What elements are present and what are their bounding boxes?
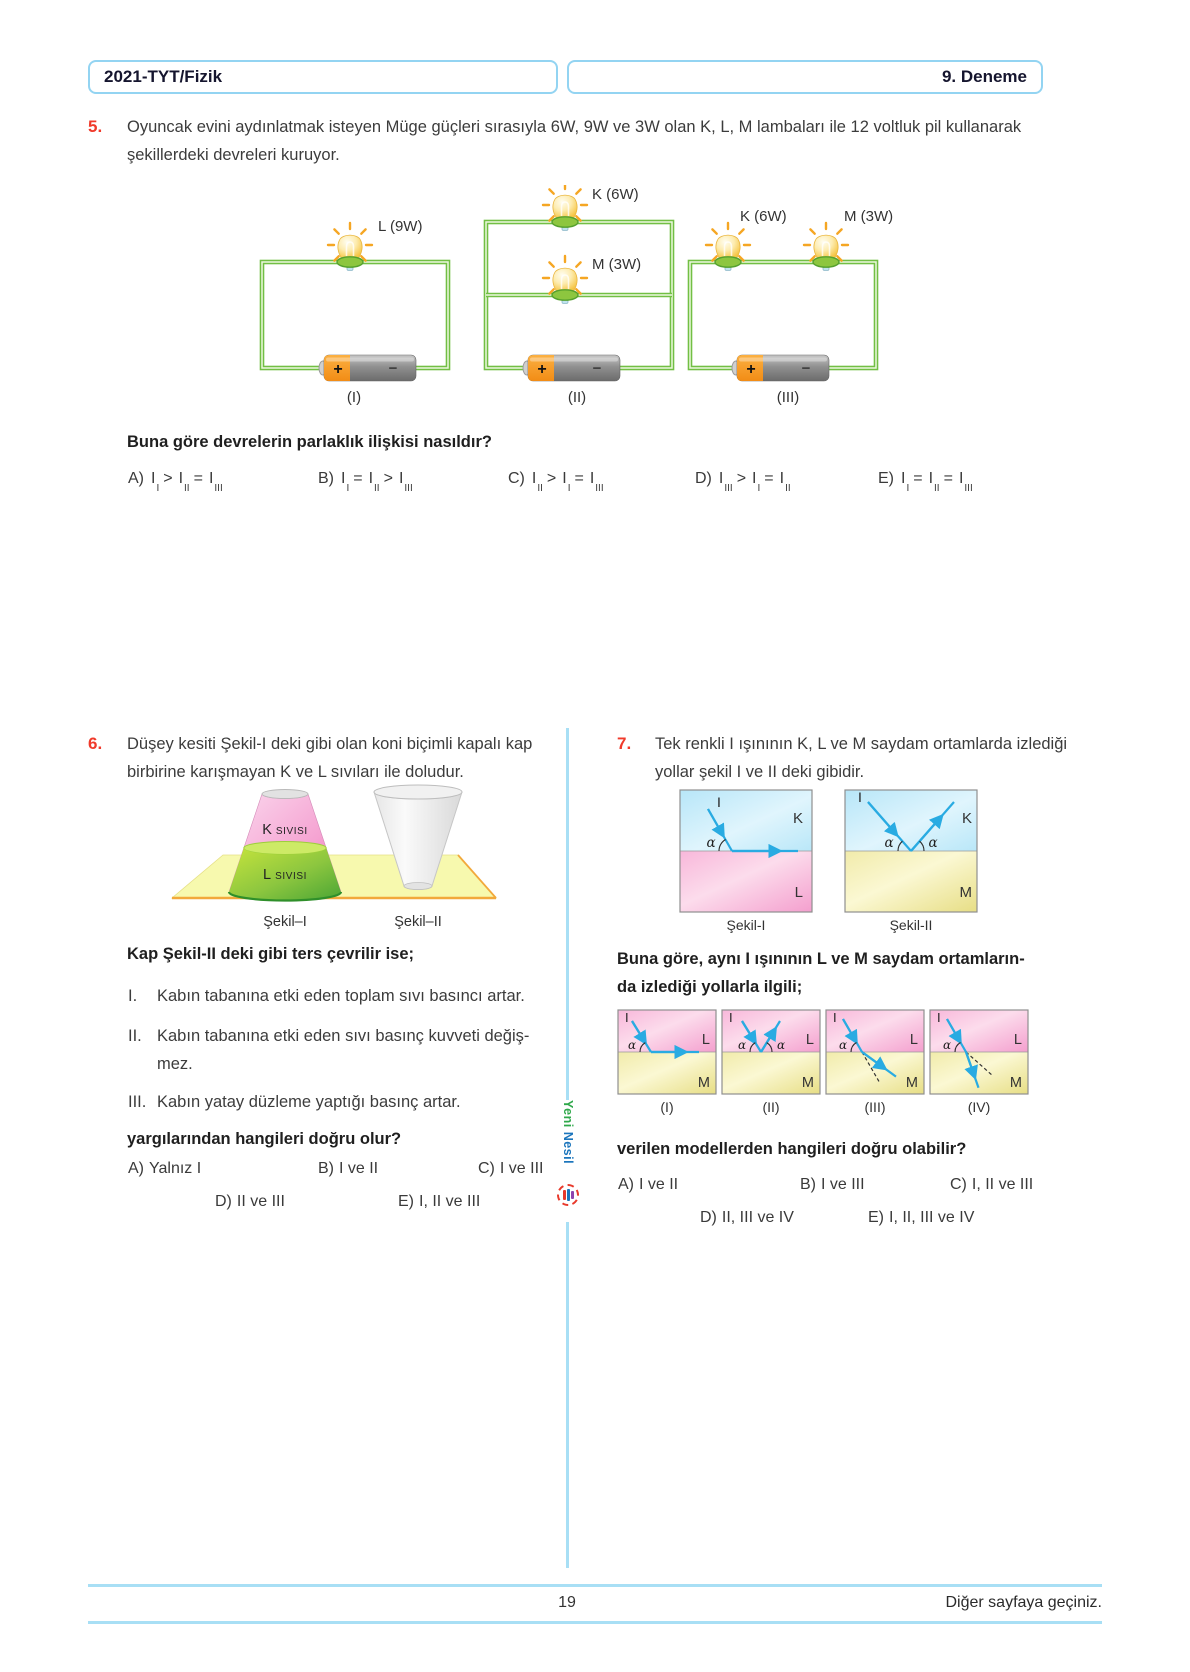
medium-M-label: M: [905, 1075, 918, 1091]
ray-label: I: [717, 794, 721, 810]
q6-option-d: D) II ve III: [215, 1193, 285, 1210]
publisher-logo: [552, 1100, 586, 1216]
header-course-title: 2021-TYT/Fizik: [104, 67, 223, 86]
q5-option-e: E) $I_I= I_{II}= I_{III}$: [878, 470, 973, 495]
q7-option-e: E) I, II, III ve IV: [868, 1209, 975, 1226]
circuit-3: [690, 208, 893, 406]
lamp-L-label: L (9W): [378, 218, 423, 235]
q5-text-line2: şekillerdeki devreleri kuruyor.: [127, 146, 340, 164]
medium-L-label: L: [909, 1032, 918, 1048]
column-divider: [566, 1222, 569, 1568]
header-exam-box: [567, 60, 1043, 94]
q7-figure2-caption: Şekil-II: [889, 917, 933, 933]
q6-lead: Kap Şekil-II deki gibi ters çevrilir ise;: [127, 945, 415, 963]
q7-question: verilen modellerden hangileri doğru olabilir?: [617, 1140, 967, 1158]
q7-figures: [615, 785, 1035, 935]
ray-label: I: [625, 1010, 629, 1025]
footer-top-line: [88, 1584, 1102, 1587]
q6-item3-roman: III.: [128, 1093, 147, 1111]
q7-option-c: C) I, II ve III: [950, 1176, 1034, 1193]
q7-model-1: [618, 1010, 716, 1115]
q7-figure2: [845, 789, 977, 933]
lamp-K-label: K (6W): [592, 186, 639, 203]
header-exam-title: 9. Deneme: [941, 67, 1027, 86]
cone-filled: [229, 790, 341, 901]
medium-L-label: L: [805, 1032, 814, 1048]
q5-question: Buna göre devrelerin parlaklık ilişkisi nasıldır?: [127, 433, 492, 451]
alpha-label: α: [627, 1038, 637, 1052]
q7-figure1-caption: Şekil-I: [726, 917, 766, 933]
alpha-label: α: [737, 1038, 747, 1052]
ray-label: I: [833, 1010, 837, 1025]
battery-icon: [319, 355, 416, 381]
q7-model-3: [826, 1010, 924, 1115]
q6-item2-roman: II.: [128, 1027, 142, 1045]
q6-item1-roman: I.: [128, 987, 138, 1005]
q6-item1-text: Kabın tabanına etki eden toplam sıvı basıncı artar.: [157, 987, 525, 1005]
q5-text-line1: Oyuncak evini aydınlatmak isteyen Müge güçleri sırasıyla 6W, 9W ve 3W olan K, L, M lambaları ile 12 voltluk pil kullanarak: [127, 118, 1022, 136]
q5-number: 5.: [88, 117, 103, 136]
alpha-label: α: [776, 1038, 786, 1052]
q6-number: 6.: [88, 734, 103, 753]
medium-M-label: M: [801, 1075, 814, 1091]
medium-L-label: L: [794, 884, 803, 901]
q7-figure1: [680, 790, 812, 933]
q6-option-a: A) Yalnız I: [128, 1160, 202, 1177]
q6-text: Düşey kesiti Şekil-I deki gibi olan koni biçimli kapalı kap birbirine karışmayan K ve L sıvıları ile doludur.: [127, 735, 533, 781]
circuit-1-caption: (I): [346, 389, 362, 406]
medium-K-label: K: [792, 810, 803, 827]
lamp-M-label: M (3W): [844, 208, 894, 225]
publisher-mark-icon: [557, 1184, 579, 1206]
q5-text: [127, 113, 1021, 169]
q6-figure: [128, 780, 548, 932]
q7-lead: Buna göre, aynı I ışınının L ve M saydam ortamların- da izlediği yollarla ilgili;: [617, 950, 1025, 996]
next-page-note: Diğer sayfaya geçiniz.: [945, 1594, 1102, 1611]
circuit-3-caption: (III): [776, 389, 800, 406]
ray-label: I: [937, 1010, 941, 1025]
q7-models: [615, 1008, 1035, 1118]
q5-circuit-diagrams: [88, 185, 1102, 415]
q7-model-1-caption: (I): [660, 1099, 674, 1115]
medium-L-label: L: [1013, 1032, 1022, 1048]
alpha-label: α: [838, 1038, 848, 1052]
ray-label: I: [729, 1010, 733, 1025]
q7-model-4: [930, 1010, 1028, 1115]
alpha-label: α: [706, 835, 716, 851]
q7-text: Tek renkli I ışınının K, L ve M saydam ortamlarda izlediği yollar şekil I ve II deki gibidir.: [655, 735, 1068, 781]
q7-number: 7.: [617, 734, 632, 753]
medium-L-label: L: [701, 1032, 710, 1048]
q5-option-a: A) $I_I> I_{II}= I_{III}$: [128, 470, 223, 495]
q5-option-d: D) $I_{III}> I_I= I_{II}$: [695, 470, 791, 495]
circuit-2-caption: (II): [567, 389, 587, 406]
footer-bottom-line: [88, 1621, 1102, 1624]
k-liquid-label: K SIVISI: [262, 822, 308, 838]
q7-model-2: [722, 1010, 820, 1115]
alpha-label: α: [928, 835, 938, 851]
lamp-K-label: K (6W): [740, 208, 787, 225]
column-divider: [566, 728, 569, 1100]
alpha-label: α: [884, 835, 894, 851]
q7-model-2-caption: (II): [762, 1099, 780, 1115]
lamp-M-label: M (3W): [592, 256, 642, 273]
q6-figure1-caption: Şekil–I: [263, 914, 307, 930]
q6-figure2-caption: Şekil–II: [394, 914, 442, 930]
ray-label: I: [858, 789, 862, 805]
option-letter: A): [128, 470, 144, 487]
medium-M-label: M: [1009, 1075, 1022, 1091]
q7-model-3-caption: (III): [864, 1099, 886, 1115]
header-course-box: [88, 60, 558, 94]
battery-icon: [732, 355, 829, 381]
alpha-label: α: [942, 1038, 952, 1052]
q7-option-d: D) II, III ve IV: [700, 1209, 794, 1226]
q5-option-b: B) $I_I= I_{II}> I_{III}$: [318, 470, 413, 495]
circuit-1: [262, 218, 448, 406]
medium-K-label: K: [961, 810, 972, 827]
page-number: 19: [558, 1594, 576, 1611]
circuit-2: [486, 185, 672, 406]
q7-model-4-caption: (IV): [967, 1099, 991, 1115]
q6-option-e: E) I, II ve III: [398, 1193, 481, 1210]
q6-item2-text: Kabın tabanına etki eden sıvı basınç kuvveti değiş- mez.: [157, 1027, 530, 1073]
q6-question: yargılarından hangileri doğru olur?: [127, 1130, 402, 1148]
l-liquid-label: L SIVISI: [262, 867, 308, 883]
q7-option-b: B) I ve III: [800, 1176, 865, 1193]
q6-item3-text: Kabın yatay düzleme yaptığı basınç artar.: [157, 1093, 461, 1111]
q7-option-a: A) I ve II: [618, 1176, 679, 1193]
q6-option-b: B) I ve II: [318, 1160, 379, 1177]
battery-icon: [523, 355, 620, 381]
q5-option-c: C) $I_{II}> I_I= I_{III}$: [508, 470, 604, 495]
publisher-name: Yeni Nesil: [561, 1100, 575, 1165]
medium-M-label: M: [697, 1075, 710, 1091]
q6-option-c: C) I ve III: [478, 1160, 544, 1177]
medium-M-label: M: [959, 884, 972, 901]
